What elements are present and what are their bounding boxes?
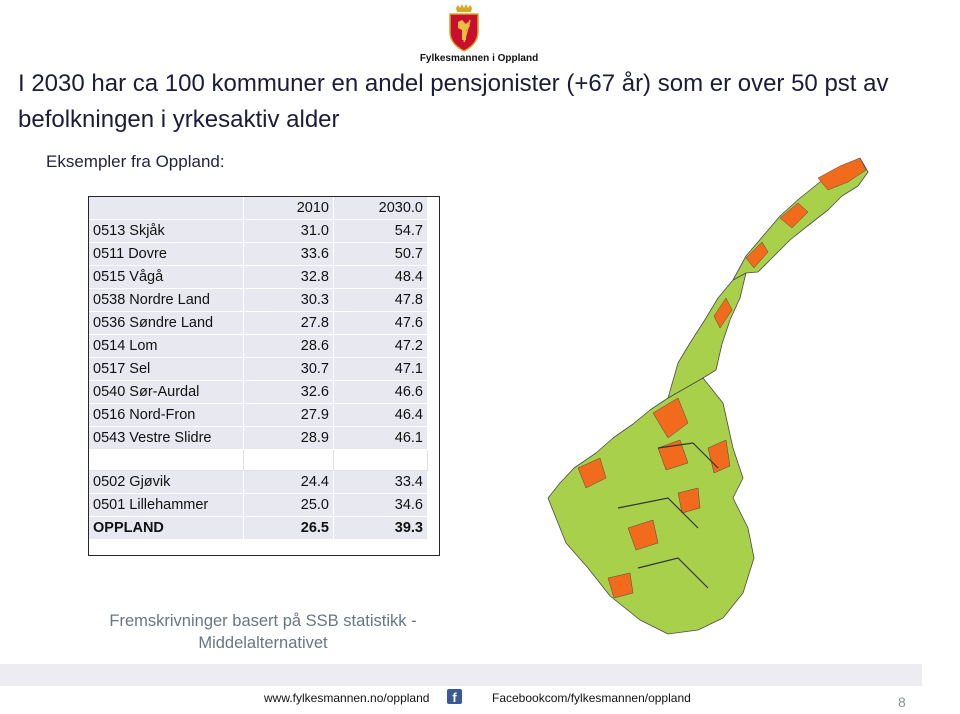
table-row <box>89 494 428 517</box>
empty-cell <box>334 450 428 471</box>
norway-municipality-map <box>518 148 878 696</box>
value-2030-cell: 48.4 <box>334 266 428 289</box>
footer-band <box>0 664 922 686</box>
pensioner-ratio-table <box>88 196 428 540</box>
map-region-south <box>548 378 754 634</box>
value-2010-cell: 30.3 <box>244 289 334 312</box>
table-row <box>89 335 428 358</box>
table-row <box>89 427 428 450</box>
value-2010-cell: 28.6 <box>244 335 334 358</box>
table-header-row <box>89 197 428 220</box>
table-row <box>89 381 428 404</box>
value-2030-cell: 33.4 <box>334 471 428 494</box>
value-2010-cell: 28.9 <box>244 427 334 450</box>
slide-title: I 2030 har ca 100 kommuner en andel pensjonister (+67 år) som er over 50 pst av befolkningen i yrkesaktiv alder <box>18 70 889 133</box>
value-2010-cell: 30.7 <box>244 358 334 381</box>
municipality-cell: 0543 Vestre Slidre <box>89 427 244 450</box>
value-2030-cell: 47.2 <box>334 335 428 358</box>
table-header-cell: 2010 <box>244 197 334 220</box>
empty-cell <box>244 450 334 471</box>
value-2010-cell: 33.6 <box>244 243 334 266</box>
municipality-cell: 0511 Dovre <box>89 243 244 266</box>
municipality-cell: 0540 Sør-Aurdal <box>89 381 244 404</box>
footnote-line: Middelalternativet <box>198 634 328 652</box>
source-footnote <box>88 610 438 654</box>
municipality-cell: 0502 Gjøvik <box>89 471 244 494</box>
table-row <box>89 471 428 494</box>
total-2030-cell: 39.3 <box>334 517 428 540</box>
value-2030-cell: 47.8 <box>334 289 428 312</box>
value-2010-cell: 31.0 <box>244 220 334 243</box>
facebook-icon: f <box>447 689 462 704</box>
value-2010-cell: 27.8 <box>244 312 334 335</box>
table-header-cell: 2030.0 <box>334 197 428 220</box>
table-spacer-row <box>89 450 428 471</box>
table-row <box>89 312 428 335</box>
value-2010-cell: 24.4 <box>244 471 334 494</box>
total-2010-cell: 26.5 <box>244 517 334 540</box>
value-2010-cell: 27.9 <box>244 404 334 427</box>
total-name-cell: OPPLAND <box>89 517 244 540</box>
value-2030-cell: 46.6 <box>334 381 428 404</box>
website-link[interactable]: www.fylkesmannen.no/oppland <box>264 691 430 705</box>
table-row <box>89 220 428 243</box>
slide-subtitle: Eksempler fra Oppland: <box>46 152 225 171</box>
value-2030-cell: 50.7 <box>334 243 428 266</box>
value-2030-cell: 46.4 <box>334 404 428 427</box>
value-2010-cell: 25.0 <box>244 494 334 517</box>
value-2030-cell: 47.1 <box>334 358 428 381</box>
map-region-mid <box>668 273 746 398</box>
coat-of-arms-logo <box>444 4 484 52</box>
table-row <box>89 266 428 289</box>
table-row <box>89 243 428 266</box>
value-2030-cell: 34.6 <box>334 494 428 517</box>
table-total-row <box>89 517 428 540</box>
facebook-link[interactable]: Facebookcom/fylkesmannen/oppland <box>492 691 691 705</box>
municipality-cell: 0517 Sel <box>89 358 244 381</box>
municipality-cell: 0515 Vågå <box>89 266 244 289</box>
municipality-cell: 0514 Lom <box>89 335 244 358</box>
empty-cell <box>89 450 244 471</box>
value-2010-cell: 32.6 <box>244 381 334 404</box>
table-header-cell <box>89 197 244 220</box>
value-2030-cell: 54.7 <box>334 220 428 243</box>
value-2030-cell: 46.1 <box>334 427 428 450</box>
value-2010-cell: 32.8 <box>244 266 334 289</box>
municipality-cell: 0538 Nordre Land <box>89 289 244 312</box>
municipality-cell: 0516 Nord-Fron <box>89 404 244 427</box>
footnote-line: Fremskrivninger basert på SSB statistikk - <box>109 612 417 630</box>
table-row <box>89 358 428 381</box>
table-row <box>89 289 428 312</box>
table-row <box>89 404 428 427</box>
municipality-cell: 0536 Søndre Land <box>89 312 244 335</box>
municipality-cell: 0501 Lillehammer <box>89 494 244 517</box>
page-number: 8 <box>898 694 906 710</box>
municipality-cell: 0513 Skjåk <box>89 220 244 243</box>
value-2030-cell: 47.6 <box>334 312 428 335</box>
organization-name: Fylkesmannen i Oppland <box>419 53 539 64</box>
